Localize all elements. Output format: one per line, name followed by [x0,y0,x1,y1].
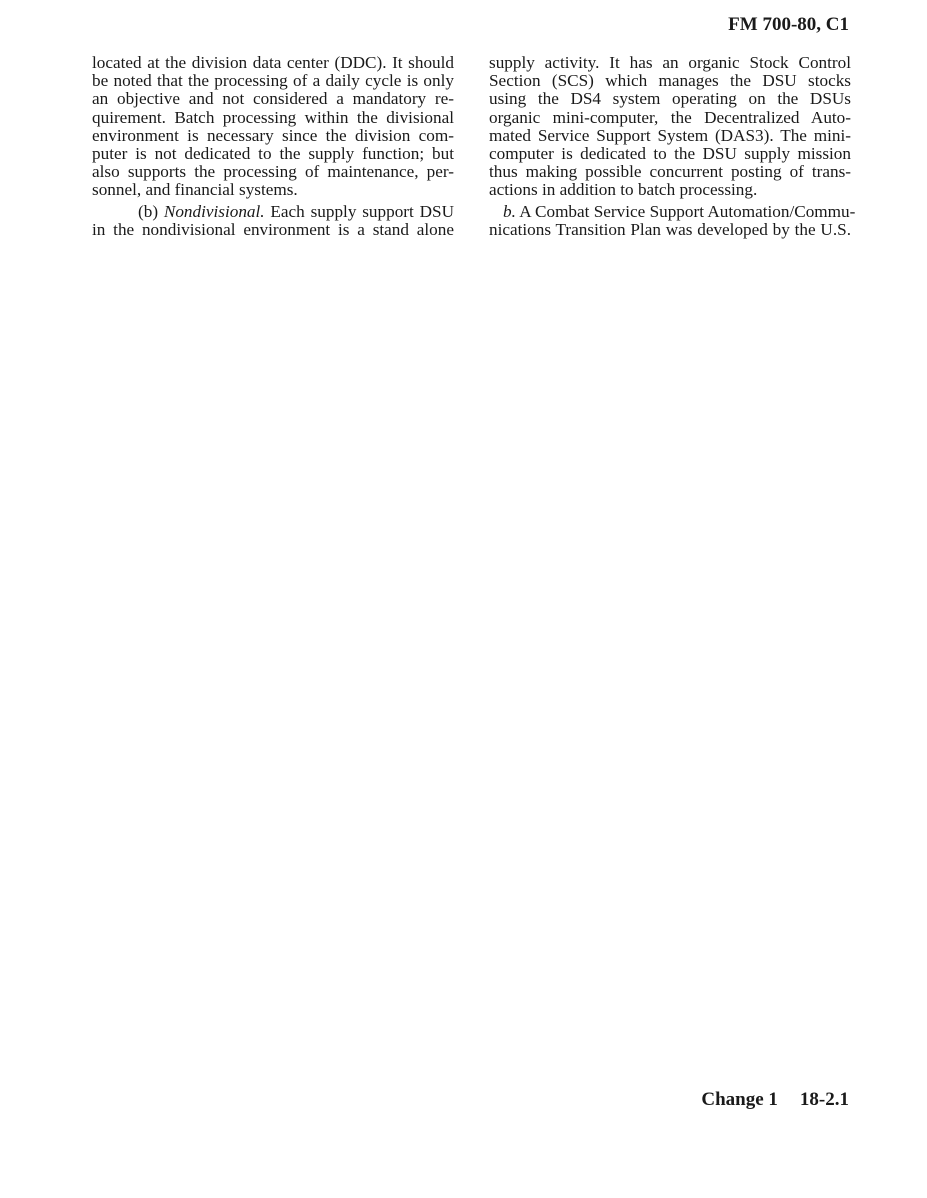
text-line [489,201,856,221]
page-footer [701,1089,849,1111]
text-line: thus making possible concurrent posting of trans- [489,162,851,182]
page-number: 18-2.1 [799,1089,849,1110]
change-label: Change 1 [701,1089,778,1110]
text-line: also supports the processing of maintenance, per- [92,162,454,182]
right-column [489,53,856,239]
paragraph-label: b. [503,201,516,221]
paragraph-ddc-processing [92,54,454,200]
text-line: computer is dedicated to the DSU supply mission [489,144,851,164]
text-line: sonnel, and financial systems. [92,180,298,200]
text-fragment: A Combat Service Support Automation/Commu- [519,201,856,221]
text-line: puter is not dedicated to the supply function; but [92,144,454,164]
text-fragment: Each supply support DSU [270,201,454,221]
text-line [92,203,454,221]
left-column [92,54,454,239]
text-line: an objective and not considered a mandatory re- [92,89,454,109]
subparagraph-label: (b) [138,201,159,221]
text-line: nications Transition Plan was developed by the U.S. [489,219,851,239]
text-line: organic mini-computer, the Decentralized Auto- [489,107,851,127]
text-line: be noted that the processing of a daily cycle is only [92,71,454,91]
paragraph-nondivisional [92,203,454,239]
text-line: Section (SCS) which manages the DSU stocks [489,71,851,91]
text-line: using the DS4 system operating on the DSUs [489,89,851,109]
paragraph-transition-plan [489,201,856,239]
paragraph-nondivisional-continued [489,54,851,200]
text-line: environment is necessary since the division com- [92,125,454,145]
subparagraph-heading: Nondivisional. [163,201,265,221]
text-line: in the nondivisional environment is a stand alone [92,219,454,239]
text-line: supply activity. It has an organic Stock Control [489,53,851,72]
text-line: quirement. Batch processing within the divisional [92,107,454,127]
text-line: mated Service Support System (DAS3). The mini- [489,125,851,145]
document-id: FM 700-80, C1 [728,14,849,35]
text-line: located at the division data center (DDC). It should [92,53,454,72]
text-line: actions in addition to batch processing. [489,180,758,200]
